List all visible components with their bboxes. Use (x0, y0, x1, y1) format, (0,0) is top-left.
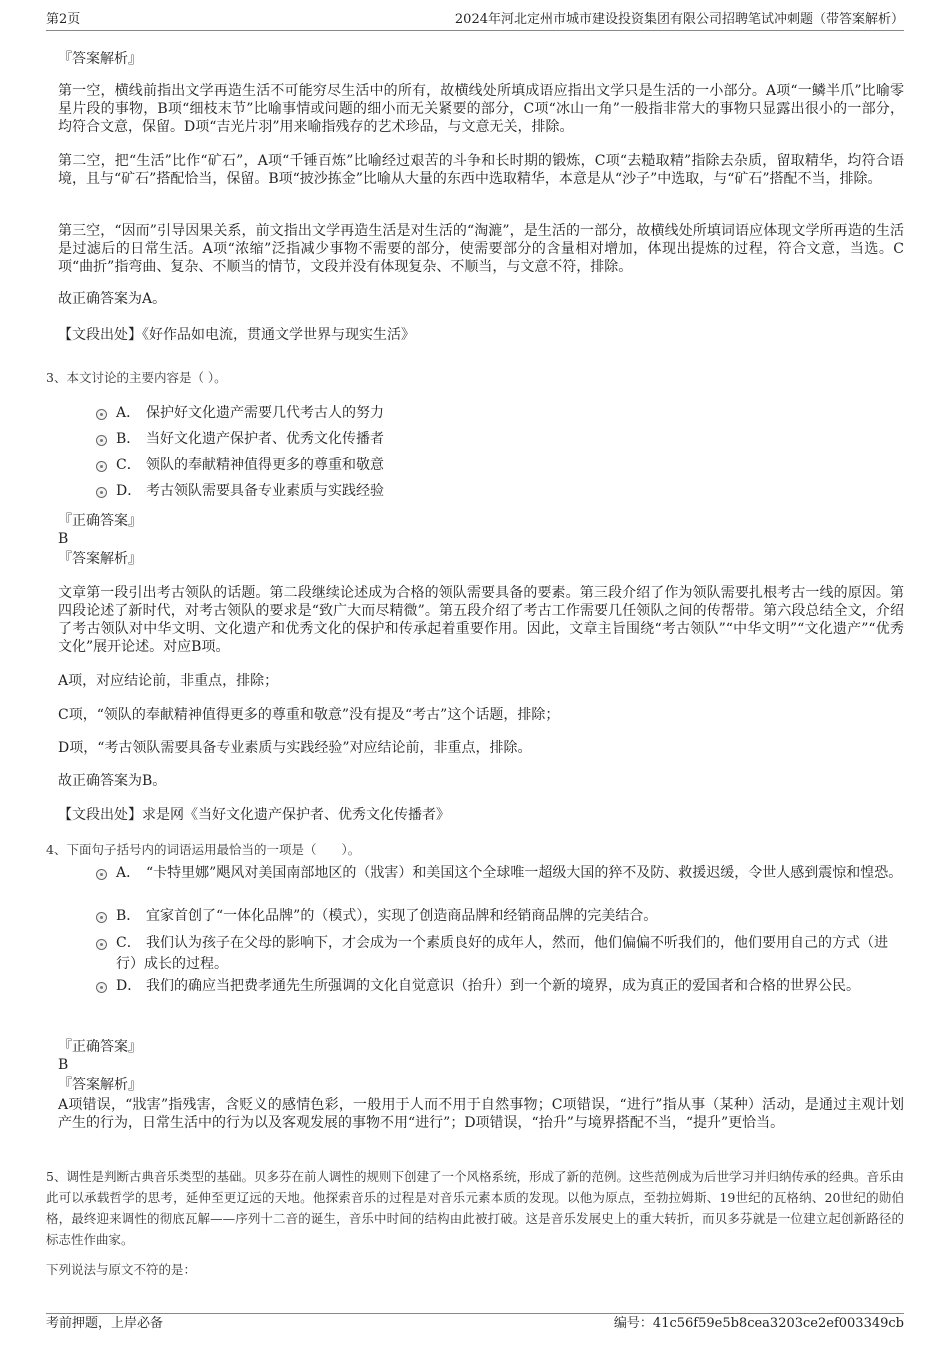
option-d[interactable] (96, 481, 904, 502)
question-3: 3、本文讨论的主要内容是（ ）。 (46, 370, 227, 385)
question-5-prompt: 下列说法与原文不符的是： (46, 1262, 197, 1277)
analysis-paragraph: 第一空，横线前指出文学再造生活不可能穷尽生活中的所有，故横线处所填成语应指出文学只是生活的一小部分。A项“一鳞半爪”比喻零星片段的事物，B项“细枝末节”比喻事情或问题的细小而无关紧要的部分，C项“冰山一角”一般指非常大的事物只显露出很小的一部分，均符合文意，保留。D项“吉光片羽”用来喻指残存的艺术珍品，与文意无关，排除。 (58, 83, 904, 135)
analysis-paragraph: A项，对应结论前，非重点，排除； (58, 673, 279, 689)
option-letter: A． (116, 405, 141, 421)
analysis-paragraph: 文章第一段引出考古领队的话题。第二段继续论述成为合格的领队需要具备的要素。第三段介绍了作为领队需要扎根考古一线的原因。第四段论述了新时代，对考古领队的要求是“致广大而尽精微”。第五段介绍了考古工作需要几任领队之间的传帮带。第六段总结全文，介绍了考古领队对中华文明、文化遗产和优秀文化的保护和传承起着重要作用。因此，文章主旨围绕“考古领队”“中华文明”“文化遗产”“优秀文化”展开论述。对应B项。 (58, 585, 904, 655)
option-c[interactable] (96, 455, 904, 476)
radio-icon[interactable] (96, 912, 107, 923)
page-header (46, 10, 904, 31)
option-text: 当好文化遗产保护者、优秀文化传播者 (146, 431, 384, 447)
option-b[interactable] (96, 906, 904, 927)
question-4: 4、下面句子括号内的词语运用最恰当的一项是（ ）。 (46, 842, 361, 857)
page-number: 第2页 (46, 12, 81, 27)
answer-conclusion: 故正确答案为B。 (58, 773, 167, 789)
option-letter: B． (116, 431, 141, 447)
correct-answer: B (58, 531, 69, 547)
option-a[interactable] (96, 863, 904, 884)
option-b[interactable] (96, 429, 904, 450)
option-text: 宜家首创了“一体化品牌”的（模式），实现了创造商品牌和经销商品牌的完美结合。 (146, 908, 658, 924)
radio-icon[interactable] (96, 982, 107, 993)
correct-answer-tag: 『正确答案』 (58, 1039, 142, 1055)
option-a[interactable] (96, 403, 904, 424)
analysis-tag: 『答案解析』 (58, 51, 142, 67)
option-letter: D． (116, 483, 142, 499)
option-text: 考古领队需要具备专业素质与实践经验 (146, 483, 384, 499)
answer-conclusion: 故正确答案为A。 (58, 291, 167, 307)
radio-icon[interactable] (96, 409, 107, 420)
analysis-tag: 『答案解析』 (58, 1077, 142, 1093)
correct-answer-tag: 『正确答案』 (58, 513, 142, 529)
source-note: 【文段出处】《好作品如电流，贯通文学世界与现实生活》 (58, 327, 415, 343)
option-c[interactable] (96, 933, 904, 975)
analysis-paragraph: 第二空，把“生活”比作“矿石”，A项“千锤百炼”比喻经过艰苦的斗争和长时期的锻炼，C项“去糙取精”指除去杂质，留取精华，均符合语境，且与“矿石”搭配恰当，保留。B项“披沙拣金”比喻从大量的东西中选取精华，本意是从“沙子”中选取，与“矿石”搭配不当，排除。 (58, 153, 904, 187)
option-text: 我们的确应当把费孝通先生所强调的文化自觉意识（抬升）到一个新的境界，成为真正的爱国者和合格的世界公民。 (146, 978, 860, 994)
analysis-paragraph: D项，“考古领队需要具备专业素质与实践经验”对应结论前，非重点，排除。 (58, 740, 532, 756)
option-text: 领队的奉献精神值得更多的尊重和敬意 (146, 457, 384, 473)
option-d[interactable] (96, 976, 904, 997)
radio-icon[interactable] (96, 487, 107, 498)
option-text: 我们认为孩子在父母的影响下，才会成为一个素质良好的成年人，然而，他们偏偏不听我们的，他们要用自己的方式（进行）成长的过程。 (116, 935, 888, 972)
analysis-paragraph: A项错误，“戕害”指残害，含贬义的感情色彩，一般用于人而不用于自然事物；C项错误，“进行”指从事（某种）活动，是通过主观计划产生的行为，日常生活中的行为以及客观发展的事物不用“进行”；D项错误，“抬升”与境界搭配不当，“提升”更恰当。 (58, 1097, 904, 1131)
option-letter: B． (116, 908, 141, 924)
radio-icon[interactable] (96, 869, 107, 880)
footer-slogan: 考前押题，上岸必备 (46, 1316, 164, 1331)
option-letter: C． (116, 457, 141, 473)
page-footer (46, 1313, 904, 1334)
document-title: 2024年河北定州市城市建设投资集团有限公司招聘笔试冲刺题（带答案解析） (454, 12, 904, 27)
analysis-tag: 『答案解析』 (58, 551, 142, 567)
analysis-paragraph: C项，“领队的奉献精神值得更多的尊重和敬意”没有提及“考古”这个话题，排除； (58, 707, 560, 723)
radio-icon[interactable] (96, 939, 107, 950)
option-text: 保护好文化遗产需要几代考古人的努力 (146, 405, 384, 421)
option-text: “卡特里娜”飓风对美国南部地区的（戕害）和美国这个全球唯一超级大国的猝不及防、救援迟缓，令世人感到震惊和惶恐。 (146, 865, 903, 881)
document-id: 编号：41c56f59e5b8cea3203ce2ef003349cb (613, 1316, 904, 1331)
option-letter: C． (116, 935, 141, 951)
radio-icon[interactable] (96, 461, 107, 472)
analysis-paragraph: 第三空，“因而”引导因果关系，前文指出文学再造生活是对生活的“淘漉”，是生活的一部分，故横线处所填词语应体现文学所再造的生活是过滤后的日常生活。A项“浓缩”泛指减少事物不需要的部分，使需要部分的含量相对增加，体现出提炼的过程，符合文意，当选。C项“曲折”指弯曲、复杂、不顺当的情节，文段并没有体现复杂、不顺当，与文意不符，排除。 (58, 223, 904, 275)
option-letter: A． (116, 865, 141, 881)
option-letter: D． (116, 978, 142, 994)
correct-answer: B (58, 1057, 69, 1073)
source-note: 【文段出处】求是网《当好文化遗产保护者、优秀文化传播者》 (58, 807, 450, 823)
question-5-passage: 5、调性是判断古典音乐类型的基础。贝多芬在前人调性的规则下创建了一个风格系统，形成了新的范例。这些范例成为后世学习并归纳传承的经典。音乐由此可以承载哲学的思考，延伸至更辽远的天地。他探索音乐的过程是对音乐元素本质的发现。以他为原点，至勃拉姆斯、19世纪的瓦格纳、20世纪的勋伯格，最终迎来调性的彻底瓦解——序列十二音的诞生，音乐中时间的结构由此被打破。这是音乐发展史上的重大转折，而贝多芬就是一位建立起创新路径的标志性作曲家。 (46, 1169, 904, 1247)
radio-icon[interactable] (96, 435, 107, 446)
